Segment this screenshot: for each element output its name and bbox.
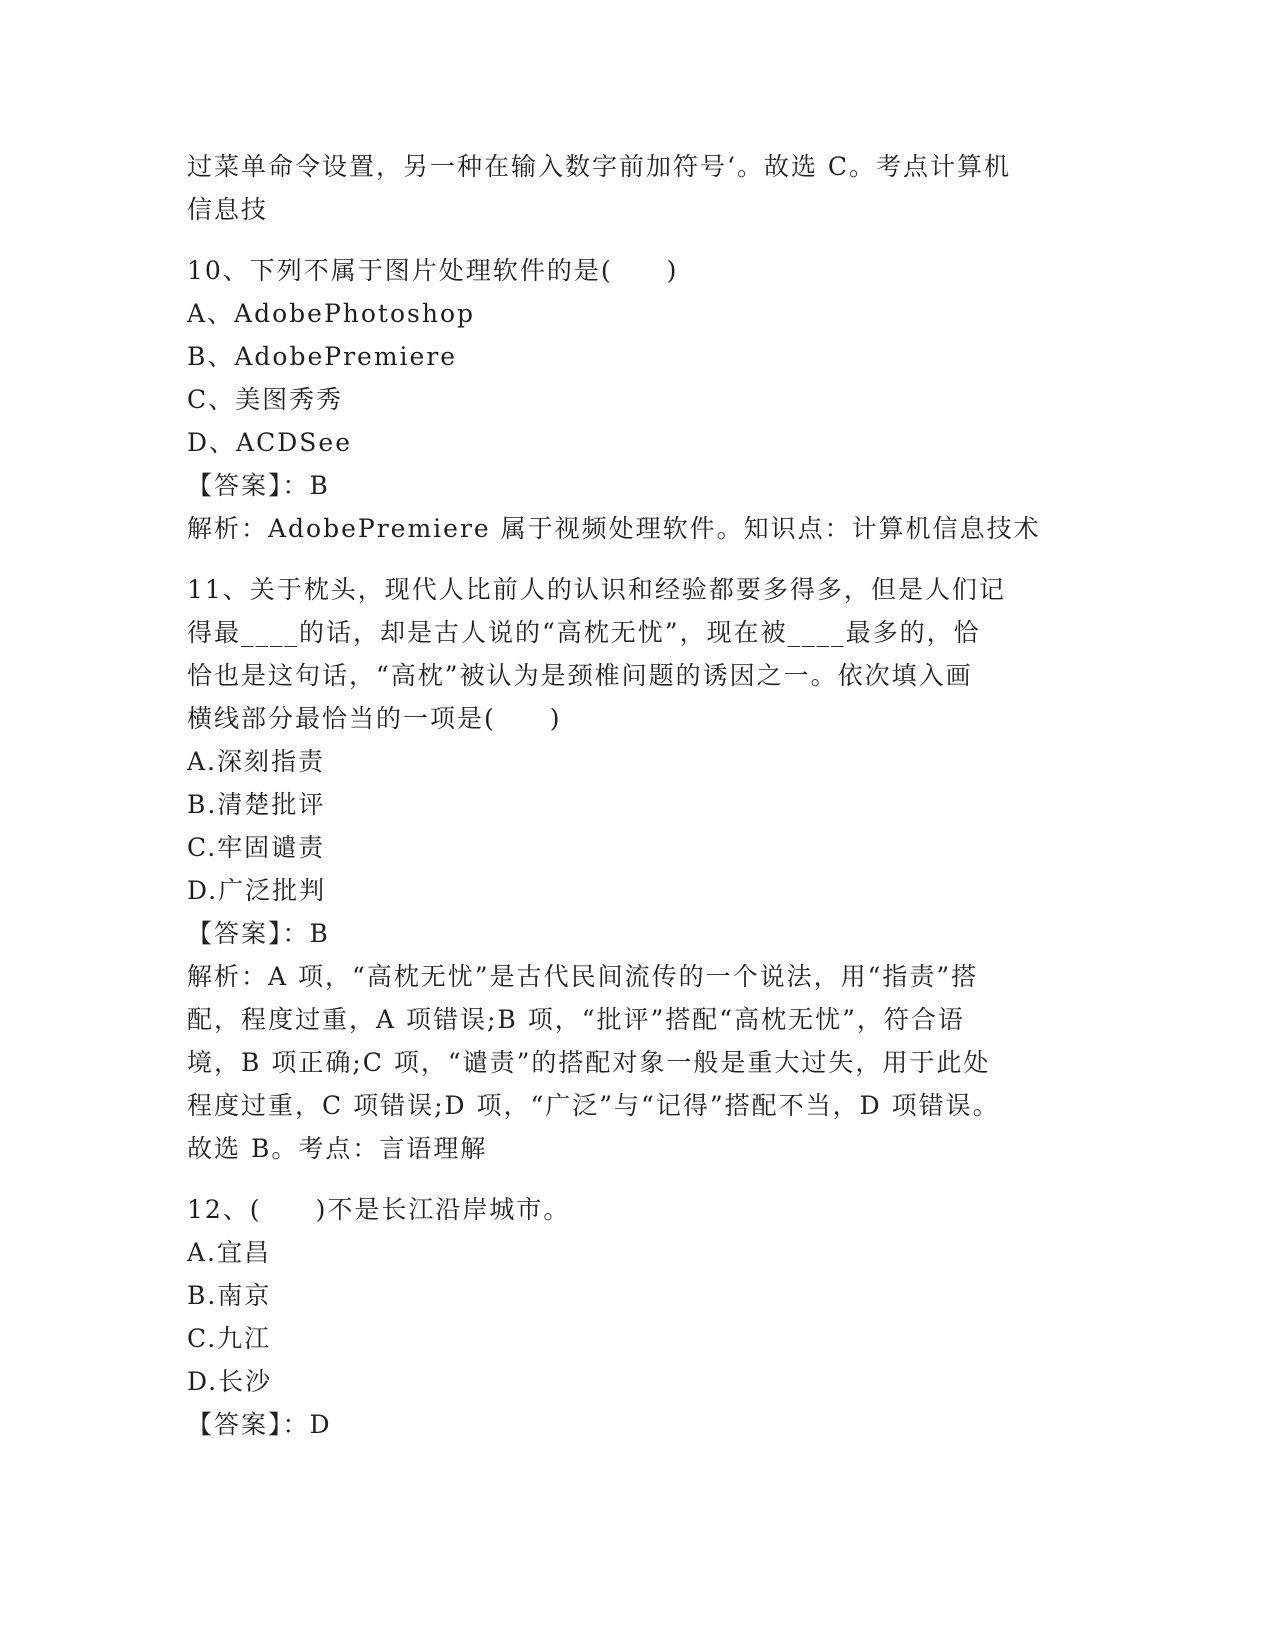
answer-line: 【答案】：B	[187, 919, 330, 948]
option-c: C.牢固谴责	[187, 833, 326, 862]
analysis-line: 故选 B。考点：言语理解	[187, 1134, 488, 1163]
option-a: A、AdobePhotoshop	[187, 299, 476, 328]
question-text: 得最____的话，却是古人说的“高枕无忧”，现在被____最多的，恰	[187, 618, 981, 647]
document-page	[187, 145, 1087, 1446]
option-b: B.南京	[187, 1281, 272, 1310]
analysis-line: 程度过重，C 项错误;D 项，“广泛”与“记得”搭配不当，D 项错误。	[187, 1091, 1000, 1120]
analysis-line: 解析：AdobePremiere 属于视频处理软件。知识点：计算机信息技术	[187, 514, 1041, 543]
option-c: C、美图秀秀	[187, 385, 344, 414]
option-d: D.长沙	[187, 1367, 273, 1396]
option-a: A.宜昌	[187, 1238, 272, 1267]
question-text: 12、( )不是长江沿岸城市。	[187, 1195, 571, 1224]
text-line: 信息技	[187, 195, 269, 224]
option-d: D.广泛批判	[187, 876, 327, 905]
option-d: D、ACDSee	[187, 428, 352, 457]
question-11	[187, 568, 1087, 1170]
question-10	[187, 249, 1087, 550]
analysis-line: 境，B 项正确;C 项，“谴责”的搭配对象一般是重大过失，用于此处	[187, 1048, 991, 1077]
question-text: 恰也是这句话，“高枕”被认为是颈椎问题的诱因之一。依次填入画	[187, 661, 973, 690]
intro-analysis	[187, 145, 1087, 231]
analysis-line: 解析：A 项，“高枕无忧”是古代民间流传的一个说法，用“指责”搭	[187, 962, 979, 991]
option-b: B、AdobePremiere	[187, 342, 458, 371]
option-c: C.九江	[187, 1324, 272, 1353]
question-text: 10、下列不属于图片处理软件的是( )	[187, 256, 679, 285]
text-line: 过菜单命令设置，另一种在输入数字前加符号‘。故选 C。考点计算机	[187, 152, 1012, 181]
answer-line: 【答案】：D	[187, 1410, 332, 1439]
question-text: 11、关于枕头，现代人比前人的认识和经验都要多得多，但是人们记	[187, 575, 1006, 604]
analysis-line: 配，程度过重，A 项错误;B 项，“批评”搭配“高枕无忧”，符合语	[187, 1005, 965, 1034]
question-12	[187, 1188, 1087, 1446]
answer-line: 【答案】：B	[187, 471, 330, 500]
option-a: A.深刻指责	[187, 747, 326, 776]
question-text: 横线部分最恰当的一项是( )	[187, 704, 562, 733]
option-b: B.清楚批评	[187, 790, 326, 819]
